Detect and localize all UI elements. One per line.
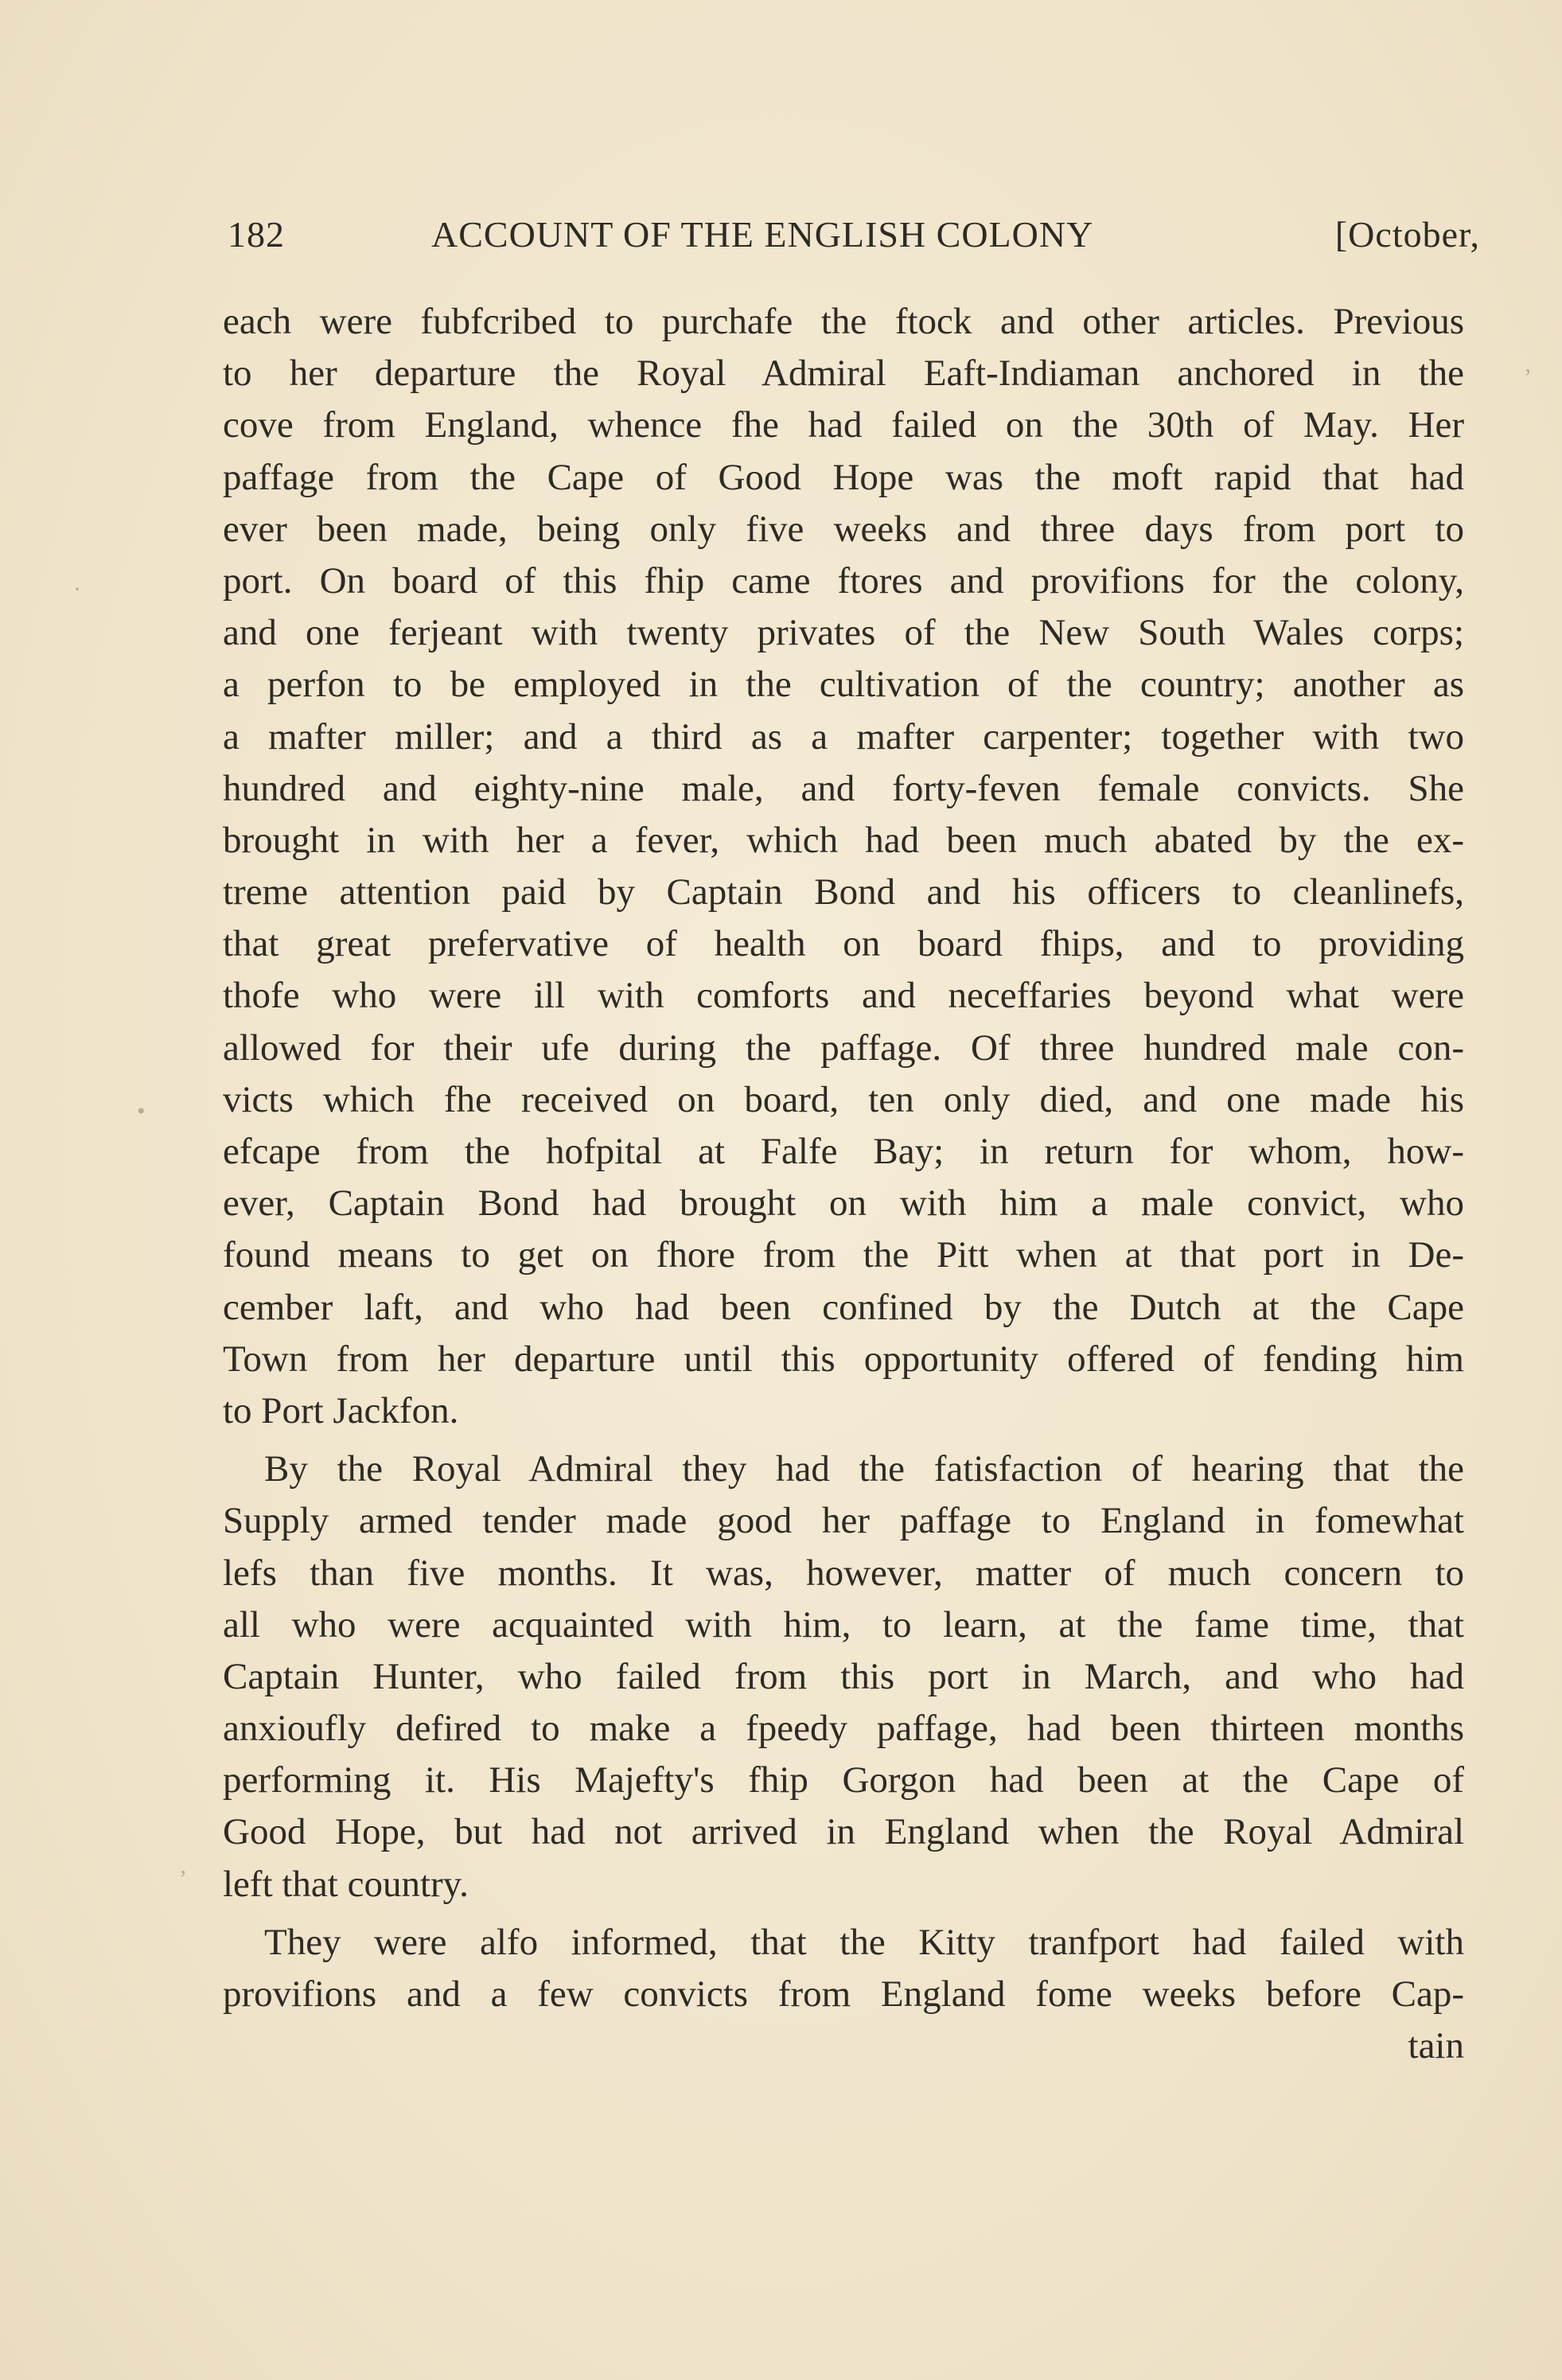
text-line: Good Hope, but had not arrived in England when the Royal Admiral (223, 1811, 1464, 1853)
body-text (223, 296, 1464, 2072)
text-line: Supply armed tender made good her paffage to England in fomewhat (223, 1500, 1464, 1542)
text-line: port. On board of this fhip came ftores and provifions for the colony, (223, 559, 1464, 602)
text-line: allowed for their ufe during the paffage. Of three hundred male con- (223, 1026, 1464, 1069)
text-line: cove from England, whence fhe had failed on the 30th of May. Her (223, 404, 1464, 446)
text-line: all who were acquainted with him, to learn, at the fame time, that (223, 1603, 1464, 1646)
running-header (228, 213, 1480, 261)
text-line: to Port Jackfon. (223, 1389, 459, 1432)
margin-mark: • (137, 1098, 146, 1124)
text-line: Captain Hunter, who failed from this port in March, and who had (223, 1655, 1464, 1697)
margin-mark: ʼ (1524, 364, 1532, 391)
text-line: that great prefervative of health on board fhips, and to providing (223, 923, 1464, 965)
text-line: lefs than five months. It was, however, matter of much concern to (223, 1552, 1464, 1594)
text-line: brought in with her a fever, which had been much abated by the ex- (223, 819, 1464, 861)
text-line: cember laft, and who had been confined by the Dutch at the Cape (223, 1286, 1464, 1328)
running-title: ACCOUNT OF THE ENGLISH COLONY (431, 214, 1094, 255)
text-line: ever, Captain Bond had brought on with him a male convict, who (223, 1182, 1464, 1225)
catchword: tain (1408, 2025, 1464, 2067)
margin-mark: · (73, 576, 81, 602)
text-line: each were fubfcribed to purchafe the ftock and other articles. Previous (223, 301, 1464, 342)
text-line: victs which fhe received on board, ten only died, and one made his (223, 1078, 1464, 1120)
text-line: ever been made, being only five weeks and three days from port to (223, 508, 1464, 550)
section-heading: [October, (1334, 214, 1480, 255)
text-line: paffage from the Cape of Good Hope was the moft rapid that had (223, 456, 1464, 498)
text-line: left that country. (223, 1863, 469, 1905)
margin-mark: ʼ (179, 1866, 187, 1892)
text-line: performing it. His Majefty's fhip Gorgon had been at the Cape of (223, 1759, 1464, 1802)
text-line: Town from her departure until this opportunity offered of fending him (223, 1338, 1464, 1380)
text-line: treme attention paid by Captain Bond and his officers to cleanlinefs, (223, 871, 1464, 913)
text-line: found means to get on fhore from the Pitt when at that port in De- (223, 1234, 1464, 1276)
text-line: efcape from the hofpital at Falfe Bay; in return for whom, how- (223, 1131, 1464, 1172)
text-line: to her departure the Royal Admiral Eaft-Indiaman anchored in the (223, 353, 1464, 395)
paragraph-gap (223, 1437, 1464, 1443)
text-line: and one ferjeant with twenty privates of the New South Wales corps; (223, 612, 1464, 654)
text-line: a perfon to be employed in the cultivation of the country; another as (223, 664, 1464, 706)
text-line: a mafter miller; and a third as a mafter carpenter; together with two (223, 715, 1464, 758)
text-line: By the Royal Admiral they had the fatisfaction of hearing that the (264, 1448, 1464, 1490)
text-line: thofe who were ill with comforts and neceffaries beyond what were (223, 975, 1464, 1017)
page-number: 182 (228, 214, 285, 255)
text-line: They were alfo informed, that the Kitty tranfport had failed with (264, 1921, 1464, 1963)
paragraph-gap (223, 1911, 1464, 1917)
text-line: provifions and a few convicts from England fome weeks before Cap- (223, 1973, 1464, 2015)
text-line: anxioufly defired to make a fpeedy paffage, had been thirteen months (223, 1708, 1464, 1750)
text-line: hundred and eighty-nine male, and forty-feven female convicts. She (223, 767, 1464, 809)
